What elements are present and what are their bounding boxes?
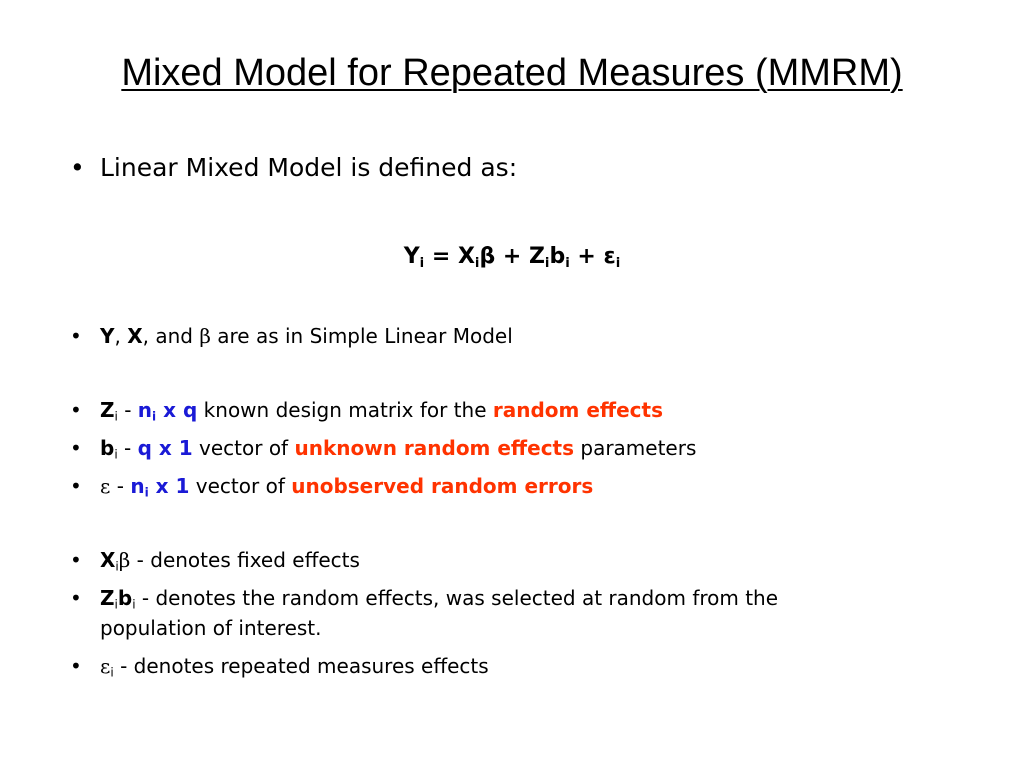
bullet-marker: • <box>70 548 82 572</box>
bullet-marker: • <box>70 436 82 460</box>
intro-text: Linear Mixed Model is defined as: <box>100 153 518 182</box>
line-6-continuation: population of interest. <box>100 616 322 640</box>
bullet-marker: • <box>70 153 85 182</box>
slide-title: Mixed Model for Repeated Measures (MMRM) <box>121 52 903 94</box>
model-equation: $Y_i = X_i\beta + Z_ib_i + \varepsilon_i$ <box>403 244 621 271</box>
bullet-marker: • <box>70 654 82 678</box>
slide: Mixed Model for Repeated Measures (MMRM) • Linear Mixed Model is defined as: $Y_i = X_i\beta + Z_ib_i + \varepsilon_i$ • Y, X, and β are as in Simple Linear Model • $Z_i - n_i$ x q known design matrix for the random effects • $b_i$ - q x 1 vector of unknown random effects parameters • ε - $n_i$ x 1 vector of unobserved random errors • $X_i\beta$ - denotes fixed effects • $Z_ib_i$ - denotes the random effects, was selected at random from the population of interest. • $\varepsilon_i$ - denotes repeated measures effects <box>0 0 1024 768</box>
bullet-marker: • <box>70 324 82 348</box>
bullet-marker: • <box>70 474 82 498</box>
bullet-marker: • <box>70 398 82 422</box>
bullet-marker: • <box>70 586 82 610</box>
